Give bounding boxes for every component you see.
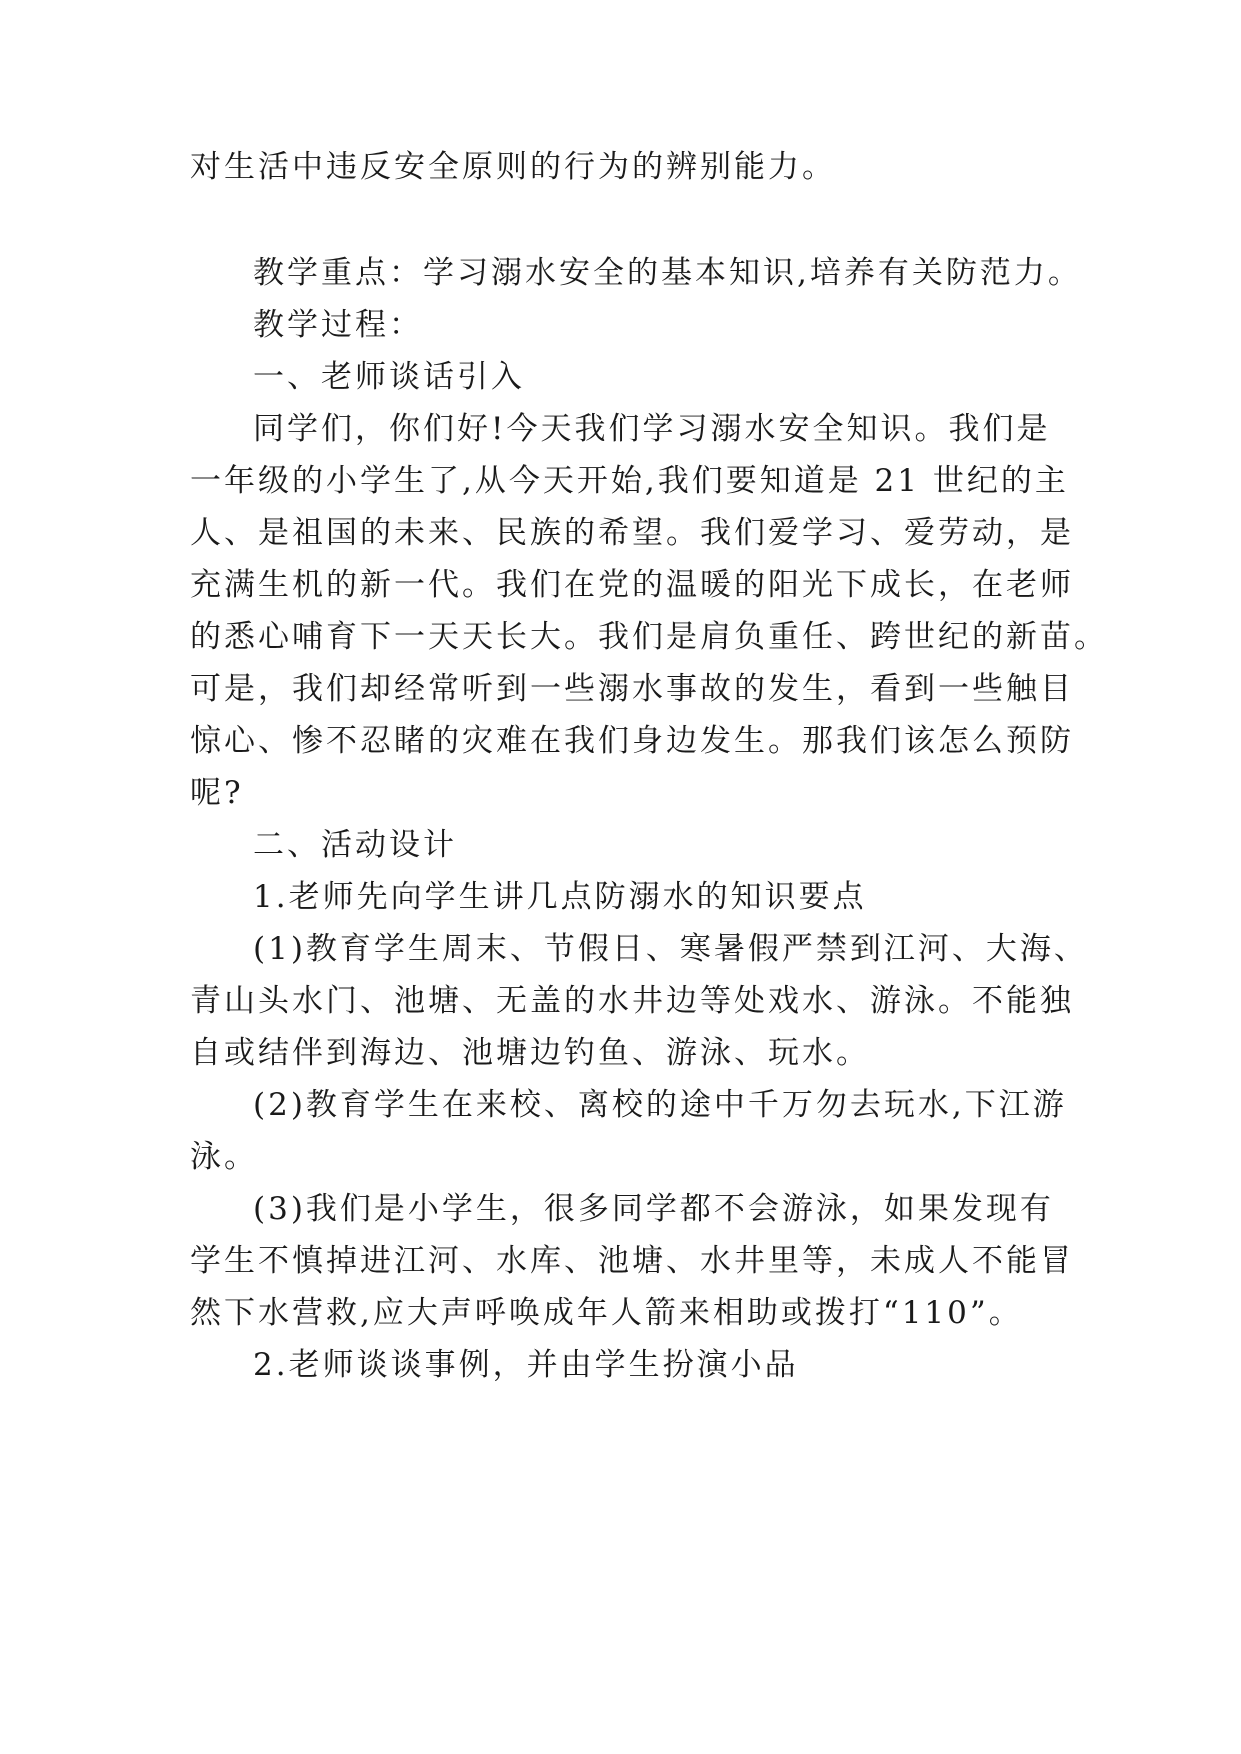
body-text-line: 对生活中违反安全原则的行为的辨别能力。: [190, 149, 836, 185]
list-item: (3)我们是小学生，很多同学都不会游泳，如果发现有: [253, 1191, 1054, 1227]
body-text-line: 学生不慎掉进江河、水库、池塘、水井里等，未成人不能冒: [190, 1243, 1074, 1279]
list-item-heading: 2.老师谈谈事例，并由学生扮演小品: [253, 1347, 799, 1383]
body-text-line: 青山头水门、池塘、无盖的水井边等处戏水、游泳。不能独: [190, 983, 1074, 1019]
body-text-line: 一年级的小学生了,从今天开始,我们要知道是 21 世纪的主: [190, 463, 1069, 499]
section-label: 教学过程：: [253, 307, 423, 343]
section-heading: 一、老师谈话引入: [253, 359, 525, 395]
body-text-line: 惊心、惨不忍睹的灾难在我们身边发生。那我们该怎么预防: [190, 723, 1074, 759]
teaching-focus-line: 教学重点：学习溺水安全的基本知识,培养有关防范力。: [253, 255, 1082, 291]
body-text-line: 自或结伴到海边、池塘边钓鱼、游泳、玩水。: [190, 1035, 870, 1071]
list-item-heading: 1.老师先向学生讲几点防溺水的知识要点: [253, 879, 867, 915]
body-text-line: 的悉心哺育下一天天长大。我们是肩负重任、跨世纪的新苗。: [190, 619, 1108, 655]
body-text-line: 泳。: [190, 1139, 258, 1175]
body-text-line: 同学们，你们好!今天我们学习溺水安全知识。我们是: [253, 411, 1051, 447]
body-text-line: 呢?: [190, 775, 244, 811]
list-item: (2)教育学生在来校、离校的途中千万勿去玩水,下江游: [253, 1087, 1067, 1123]
list-item: (1)教育学生周末、节假日、寒暑假严禁到江河、大海、: [253, 931, 1088, 967]
body-text-line: 充满生机的新一代。我们在党的温暖的阳光下成长，在老师: [190, 567, 1074, 603]
body-text-line: 可是，我们却经常听到一些溺水事故的发生，看到一些触目: [190, 671, 1074, 707]
body-text-line: 然下水营救,应大声呼唤成年人箭来相助或拨打“110”。: [190, 1295, 1023, 1331]
section-heading: 二、活动设计: [253, 827, 457, 863]
body-text-line: 人、是祖国的未来、民族的希望。我们爱学习、爱劳动，是: [190, 515, 1074, 551]
